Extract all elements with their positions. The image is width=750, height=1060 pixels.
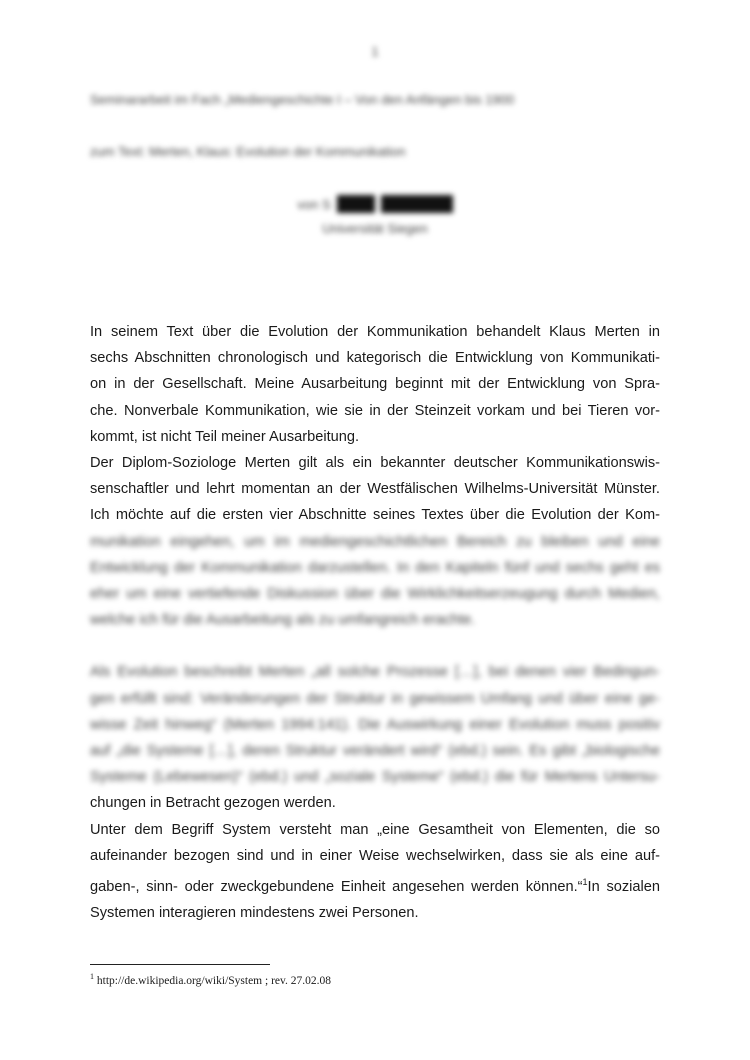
seminar-title: Seminararbeit im Fach „Mediengeschichte I – Von den Anfängen bis 1900	[90, 92, 515, 107]
footnote	[90, 972, 331, 987]
text-line: Systemen interagieren mindestens zwei Personen.	[90, 905, 419, 922]
text-reference: zum Text: Merten, Klaus: Evolution der Kommunikation	[90, 144, 406, 159]
blurred-text-line: gen erfüllt sind: Veränderungen der Struktur in gewissem Umfang und über eine ge-	[90, 690, 660, 707]
paragraph-spacer	[90, 633, 660, 659]
text-line: on in der Gesellschaft. Meine Ausarbeitung beginnt mit der Entwicklung von Spra-	[90, 376, 660, 393]
text-line: che. Nonverbale Kommunikation, wie sie in der Steinzeit vorkam und bei Tieren vor-	[90, 402, 660, 419]
footnote-reference[interactable]: 1	[582, 877, 588, 888]
blurred-text-line: wisse Zeit hinweg“ (Merten 1994:141). Die Auswirkung einer Evolution muss positiv	[90, 716, 660, 733]
text-line: Unter dem Begriff System versteht man „eine Gesamtheit von Elementen, die so	[90, 821, 660, 838]
university-name: Universität Siegen	[322, 221, 428, 236]
text-line	[90, 869, 660, 900]
blurred-text-line: munikation eingehen, um im mediengeschichtlichen Bereich zu bleiben und eine	[90, 533, 660, 550]
footnote-marker: 1	[90, 972, 94, 981]
blurred-text-line: auf „die Systeme […], deren Struktur verändert wird“ (ebd.) sein. Es gibt „biologische	[90, 743, 660, 760]
text-fragment: gaben-, sinn- oder zweckgebundene Einheit angesehen werden können.“	[90, 878, 583, 895]
author-prefix: von S	[297, 196, 331, 212]
text-line: kommt, ist nicht Teil meiner Ausarbeitung.	[90, 428, 360, 445]
redaction-bar	[381, 195, 453, 213]
text-line: Ich möchte auf die ersten vier Abschnitte seines Textes über die Evolution der Kom-	[90, 507, 660, 524]
blurred-text-line: Systeme (Lebewesen)“ (ebd.) und „soziale Systeme“ (ebd.) die für Mertens Untersu-	[90, 769, 660, 786]
redaction-bar	[337, 195, 375, 213]
page-number: 1	[371, 44, 379, 59]
text-line: sechs Abschnitten chronologisch und kategorisch die Entwicklung von Kommunikati-	[90, 350, 660, 367]
author-line	[0, 195, 750, 213]
text-fragment: In sozialen	[587, 878, 660, 895]
text-line: senschaftler und lehrt momentan an der Westfälischen Wilhelms-Universität Münster.	[90, 481, 660, 498]
body-text	[90, 319, 660, 926]
blurred-text-line: Entwicklung der Kommunikation darzustellen. In den Kapiteln fünf und sechs geht es	[90, 559, 660, 576]
blurred-text-line: eher um eine vertiefende Diskussion über die Wirklichkeitserzeugung durch Medien,	[90, 586, 660, 603]
text-line: In seinem Text über die Evolution der Kommunikation behandelt Klaus Merten in	[90, 324, 660, 340]
text-line: aufeinander bezogen sind und in einer Weise wechselwirken, dass sie als eine auf-	[90, 847, 660, 864]
text-line: Der Diplom-Soziologe Merten gilt als ein bekannter deutscher Kommunikationswis-	[90, 455, 660, 472]
footnote-text[interactable]: http://de.wikipedia.org/wiki/System ; rev. 27.02.08	[94, 974, 332, 987]
blurred-text-line: welche ich für die Ausarbeitung als zu umfangreich erachte.	[90, 612, 476, 629]
footnote-divider	[90, 964, 270, 965]
text-line: chungen in Betracht gezogen werden.	[90, 795, 336, 812]
blurred-text-line: Als Evolution beschreibt Merten „all solche Prozesse […], bei denen vier Bedingun-	[90, 664, 660, 681]
